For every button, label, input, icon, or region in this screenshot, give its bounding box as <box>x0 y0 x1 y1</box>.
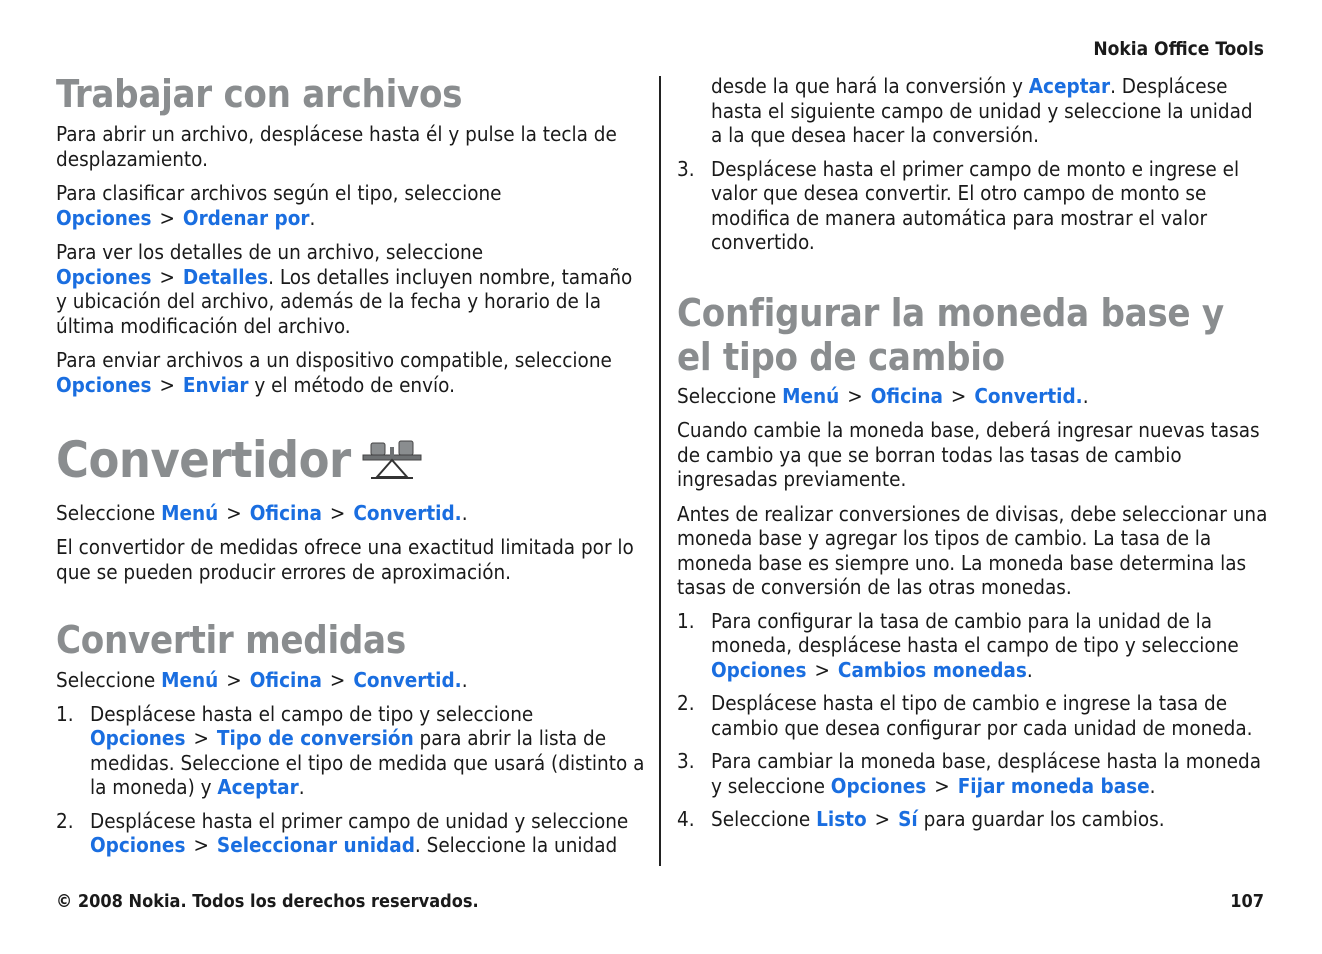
link-menu[interactable]: Menú <box>161 668 219 692</box>
link-convertid[interactable]: Convertid. <box>974 383 1083 408</box>
link-aceptar[interactable]: Aceptar <box>1028 74 1111 98</box>
paragraph-clasificar: Para clasificar archivos según el tipo, seleccione Opciones > Ordenar por. <box>56 181 502 230</box>
list-convertir-medidas <box>56 702 648 858</box>
link-fijar-moneda-base[interactable]: Fijar moneda base <box>957 773 1150 798</box>
column-divider <box>659 76 661 866</box>
list-configurar-moneda <box>677 609 1269 832</box>
list-item: 2. Desplácese hasta el tipo de cambio e ingrese la tasa de cambio que desea configurar por cada unidad de moneda. <box>677 691 1253 740</box>
heading-convertidor: Convertidor <box>56 429 648 495</box>
paragraph-seleccione-convertidor: Seleccione Menú > Oficina > Convertid.. <box>56 500 468 525</box>
list-item-continuation: desde la que hará la conversión y Aceptar. Desplácese hasta el siguiente campo de unidad y seleccione la unidad a la que desea hacer la conversión. <box>711 74 1253 147</box>
paragraph-detalles: Para ver los detalles de un archivo, seleccione Opciones > Detalles. Los detalles incluyen nombre, tamaño y ubicación del archivo, además de la fecha y horario de la última modificación del archivo. <box>56 240 633 338</box>
paragraph-exactitud: El convertidor de medidas ofrece una exactitud limitada por lo que se pueden producir errores de aproximación. <box>56 535 634 584</box>
link-oficina[interactable]: Oficina <box>870 383 943 408</box>
link-opciones[interactable]: Opciones <box>56 372 152 397</box>
list-item: 3. Para cambiar la moneda base, desplácese hasta la moneda y seleccione Opciones > Fijar moneda base. <box>677 749 1262 798</box>
running-header: Nokia Office Tools <box>1093 38 1264 60</box>
link-listo[interactable]: Listo <box>816 807 867 831</box>
right-column <box>677 74 1269 832</box>
link-opciones[interactable]: Opciones <box>56 205 152 230</box>
list-item: 1. Para configurar la tasa de cambio para la unidad de la moneda, desplácese hasta el campo de tipo y seleccione Opciones > Cambios monedas. <box>677 608 1239 682</box>
paragraph-abrir-archivo: Para abrir un archivo, desplácese hasta él y pulse la tecla de desplazamiento. <box>56 122 617 171</box>
list-convertir-medidas-cont <box>677 157 1269 255</box>
link-si[interactable]: Sí <box>898 807 918 831</box>
list-item: 2. Desplácese hasta el primer campo de unidad y seleccione Opciones > Seleccionar unidad. Seleccione la unidad <box>56 808 629 857</box>
link-menu[interactable]: Menú <box>161 500 219 525</box>
paragraph-seleccione-moneda: Seleccione Menú > Oficina > Convertid.. <box>677 383 1089 408</box>
link-opciones[interactable]: Opciones <box>90 833 186 857</box>
link-detalles[interactable]: Detalles <box>182 264 269 289</box>
link-convertid[interactable]: Convertid. <box>353 668 462 692</box>
link-seleccionar-unidad[interactable]: Seleccionar unidad <box>216 833 415 857</box>
link-menu[interactable]: Menú <box>782 383 840 408</box>
heading-convertir-medidas: Convertir medidas <box>56 618 406 662</box>
link-opciones[interactable]: Opciones <box>711 657 807 682</box>
link-oficina[interactable]: Oficina <box>249 668 322 692</box>
link-opciones[interactable]: Opciones <box>90 726 186 750</box>
list-item: 3. Desplácese hasta el primer campo de monto e ingrese el valor que desea convertir. El otro campo de monto se modifica de manera automática para mostrar el valor convertido. <box>677 156 1240 254</box>
paragraph-cambie-moneda: Cuando cambie la moneda base, deberá ingresar nuevas tasas de cambio ya que se borran todas las tasas de cambio ingresadas previamente. <box>677 418 1260 491</box>
link-enviar[interactable]: Enviar <box>182 372 249 397</box>
paragraph-enviar: Para enviar archivos a un dispositivo compatible, seleccione Opciones > Enviar y el método de envío. <box>56 348 612 397</box>
link-opciones[interactable]: Opciones <box>830 773 927 798</box>
list-item: 4. Seleccione Listo > Sí para guardar los cambios. <box>677 807 1165 831</box>
list-item: 1. Desplácese hasta el campo de tipo y seleccione Opciones > Tipo de conversión para abrir la lista de medidas. Seleccione el tipo de medida que usará (distinto a la moneda) y Aceptar. <box>56 701 645 799</box>
paragraph-seleccione-medidas: Seleccione Menú > Oficina > Convertid.. <box>56 668 468 692</box>
heading-trabajar-con-archivos: Trabajar con archivos <box>56 72 463 116</box>
heading-configurar-moneda-base: Configurar la moneda base y el tipo de cambio <box>677 290 1224 379</box>
paragraph-antes-conversiones: Antes de realizar conversiones de divisas, debe seleccionar una moneda base y agregar los tipos de cambio. La tasa de la moneda base es siempre uno. La moneda base determina las tasas de conversión de las otras monedas. <box>677 501 1268 599</box>
link-convertid[interactable]: Convertid. <box>353 500 462 525</box>
scale-icon <box>361 433 423 495</box>
link-opciones[interactable]: Opciones <box>56 264 152 289</box>
link-cambios-monedas[interactable]: Cambios monedas <box>837 657 1027 682</box>
link-aceptar[interactable]: Aceptar <box>217 775 299 799</box>
left-column <box>56 72 648 858</box>
page-number: 107 <box>1230 891 1264 912</box>
link-ordenar-por[interactable]: Ordenar por <box>182 205 310 230</box>
link-oficina[interactable]: Oficina <box>249 500 322 525</box>
link-tipo-de-conversion[interactable]: Tipo de conversión <box>216 726 414 750</box>
footer-copyright: © 2008 Nokia. Todos los derechos reservados. <box>56 891 479 912</box>
